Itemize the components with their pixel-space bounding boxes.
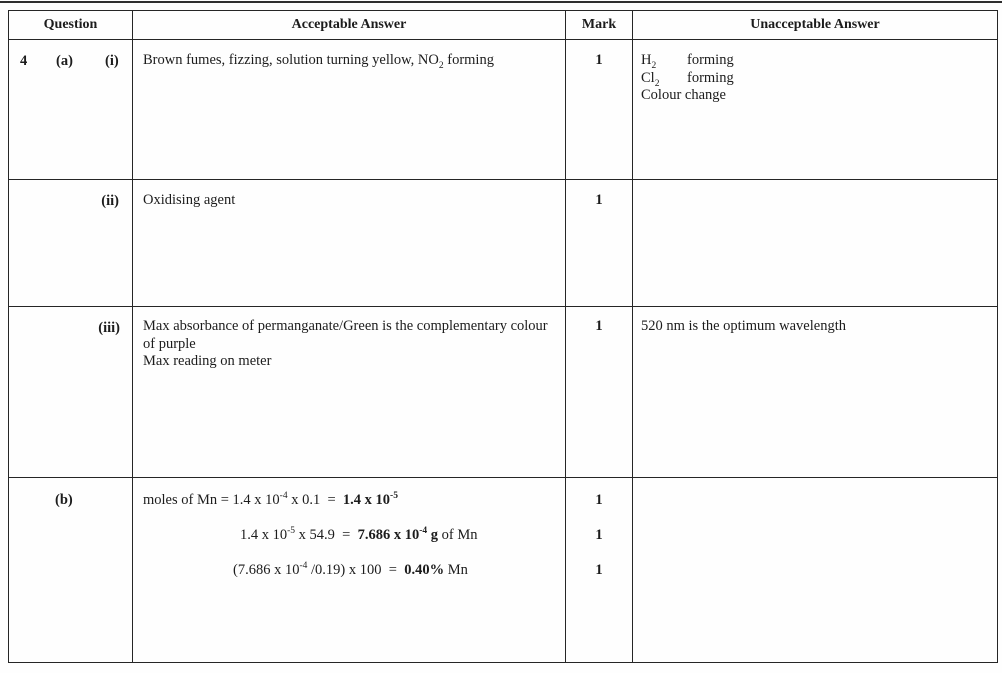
calc2-result: 7.686 x 10 [357, 527, 420, 543]
question-part-a: (a) [56, 53, 73, 69]
row-4aiii-mark-cell [566, 307, 633, 478]
acceptable-line-1: Max absorbance of permanganate/Green is the complementary colour [143, 318, 548, 334]
calc2-result-unit: g [427, 527, 439, 543]
row-4ai-acceptable-cell [133, 40, 566, 180]
header-question [9, 11, 133, 40]
question-part-i: (i) [105, 53, 119, 69]
acceptable-line-2: of purple [143, 335, 196, 352]
row-4ai-unacceptable-cell [633, 40, 997, 180]
row-4aiii-acceptable-cell [133, 307, 566, 478]
acceptable-text-cont: forming [443, 52, 494, 68]
header-unacceptable-answer [633, 11, 997, 40]
mark-value: 1 [595, 318, 603, 334]
cl2-forming-text: forming [687, 69, 734, 86]
acceptable-text: Brown fumes, fizzing, solution turning yellow, NO [143, 52, 439, 68]
row-4aii-mark-cell [566, 180, 633, 307]
calc2-mid: x 54.9 = [295, 527, 358, 543]
header-mark [566, 11, 633, 40]
cl2-subscript: 2 [654, 78, 660, 89]
header-mark-label: Mark [581, 17, 617, 33]
row-4aiii-question-cell [9, 307, 133, 478]
question-part-b: (b) [55, 492, 73, 508]
calc2-text: 1.4 x 10 [240, 527, 288, 543]
header-acceptable-label: Acceptable Answer [291, 17, 407, 33]
unacceptable-line-cl2 [641, 70, 989, 88]
mark-value-1: 1 [595, 492, 603, 508]
mark-value: 1 [595, 52, 603, 68]
calc1-mid: x 0.1 = [287, 492, 343, 508]
row-4aii-acceptable-cell [133, 180, 566, 307]
mark-scheme-table [8, 10, 998, 663]
calc1-exponent: -4 [279, 491, 288, 502]
unacceptable-line-h2 [641, 52, 989, 70]
question-part-iii: (iii) [98, 320, 120, 336]
top-horizontal-rule [0, 1, 1002, 3]
calc3-mid: /0.19) x 100 = [307, 562, 405, 578]
row-4b-unacceptable-cell [633, 478, 997, 662]
header-unacceptable-label: Unacceptable Answer [750, 17, 880, 33]
calc2-exponent: -5 [287, 526, 296, 537]
h2-subscript: 2 [651, 60, 657, 71]
mark-value-2: 1 [595, 527, 603, 543]
calc3-exponent: -4 [299, 561, 308, 572]
row-4aii-unacceptable-cell [633, 180, 997, 307]
calc2-trailing: of Mn [438, 527, 478, 543]
row-4aiii-unacceptable-cell [633, 307, 997, 478]
acceptable-text: Oxidising agent [143, 192, 236, 208]
h2-symbol: H [641, 52, 652, 68]
no2-subscript: 2 [438, 60, 444, 71]
unacceptable-line-colour-change: Colour change [641, 87, 726, 103]
calc1-result-exponent: -5 [390, 491, 398, 502]
calc3-result: 0.40% [404, 562, 445, 578]
calc1-result: 1.4 x 10 [342, 492, 391, 508]
calculation-line-3 [233, 562, 555, 597]
mark-value: 1 [595, 192, 603, 208]
question-number: 4 [20, 53, 28, 69]
calc1-text: moles of Mn = 1.4 x 10 [143, 492, 280, 508]
unacceptable-text: 520 nm is the optimum wavelength [641, 318, 846, 334]
question-part-ii: (ii) [101, 193, 119, 209]
mark-value-3: 1 [595, 562, 603, 578]
cl2-symbol: Cl [641, 69, 655, 86]
calc3-trailing: Mn [444, 562, 468, 578]
header-question-label: Question [43, 17, 98, 33]
h2-forming-text: forming [687, 52, 734, 68]
row-4aii-question-cell [9, 180, 133, 307]
acceptable-line-3: Max reading on meter [143, 353, 272, 369]
row-4ai-question-cell [9, 40, 133, 180]
row-4b-question-cell [9, 478, 133, 662]
calculation-line-2 [240, 527, 555, 562]
row-4b-mark-cell [566, 478, 633, 662]
row-4ai-mark-cell [566, 40, 633, 180]
calc3-text: (7.686 x 10 [233, 562, 300, 578]
calc2-result-exponent: -4 [419, 526, 428, 537]
row-4b-acceptable-cell [133, 478, 566, 662]
calculation-line-1 [143, 492, 555, 527]
header-acceptable-answer [133, 11, 566, 40]
